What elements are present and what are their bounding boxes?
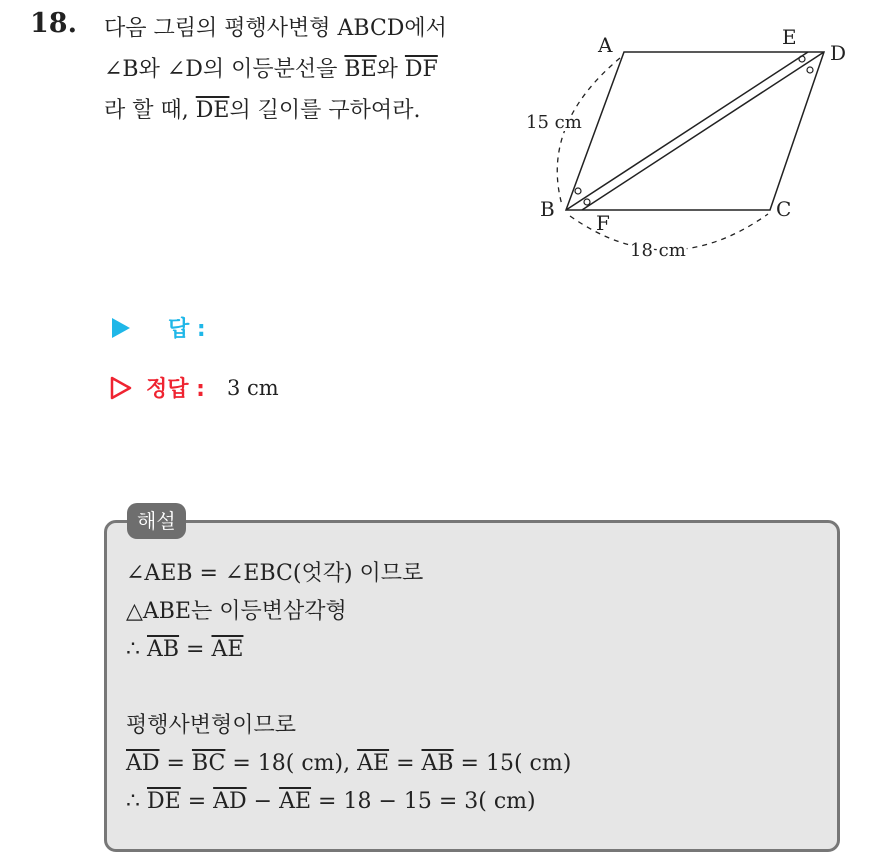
explanation-line-3 bbox=[126, 631, 571, 669]
angle-mark-b-1 bbox=[575, 188, 581, 194]
text-segment: − bbox=[246, 789, 280, 814]
angle-mark-d-1 bbox=[799, 56, 805, 62]
angle-mark-b-2 bbox=[584, 199, 590, 205]
play-triangle-icon bbox=[110, 316, 132, 340]
segment-ab: $\overline{AB}$ bbox=[147, 637, 180, 662]
segment-be: $\overline{BE}$ bbox=[344, 57, 377, 82]
explanation-line-6 bbox=[126, 745, 571, 783]
text-segment: ∴ bbox=[126, 789, 147, 814]
segment-df: $\overline{DF}$ bbox=[404, 57, 438, 82]
text-segment: = bbox=[179, 637, 212, 662]
question-line-1: 다음 그림의 평행사변형 ABCD에서 bbox=[104, 16, 447, 41]
label-d: D bbox=[830, 41, 847, 65]
parallelogram-abcd bbox=[566, 52, 824, 210]
text-segment: = 15( cm) bbox=[453, 751, 572, 776]
segment-ae: $\overline{AE}$ bbox=[279, 789, 312, 814]
text-segment: = 18( cm), bbox=[225, 751, 358, 776]
text-segment: 의 길이를 구하여라. bbox=[229, 98, 421, 123]
parallelogram-figure bbox=[520, 20, 860, 270]
question-line-3 bbox=[104, 90, 514, 131]
explanation-line-2: △ABE는 이등변삼각형 bbox=[126, 599, 347, 624]
text-segment: = 18 − 15 = 3( cm) bbox=[311, 789, 536, 814]
text-segment: ∠B와 ∠D의 이등분선을 bbox=[104, 57, 345, 82]
segment-ae: $\overline{AE}$ bbox=[357, 751, 390, 776]
segment-ab: $\overline{AB}$ bbox=[421, 751, 454, 776]
text-segment: 와 bbox=[376, 57, 405, 82]
correct-answer-value: 3 cm bbox=[226, 375, 279, 400]
label-e: E bbox=[782, 25, 797, 49]
explanation-line-5: 평행사변형이므로 bbox=[126, 713, 297, 738]
explanation-line-7 bbox=[126, 783, 571, 821]
segment-bc: $\overline{BC}$ bbox=[191, 751, 226, 776]
outline-triangle-icon bbox=[110, 376, 132, 400]
segment-de: $\overline{DE}$ bbox=[147, 789, 181, 814]
bisector-be bbox=[566, 52, 808, 210]
correct-answer-label: 정답 : bbox=[146, 377, 205, 402]
label-b: B bbox=[540, 197, 555, 221]
answer-row bbox=[110, 312, 206, 343]
answer-label: 답 : bbox=[168, 317, 206, 342]
correct-answer-row bbox=[110, 372, 279, 403]
text-segment: = bbox=[389, 751, 422, 776]
segment-ad: $\overline{AD}$ bbox=[213, 789, 247, 814]
explanation-lines bbox=[126, 555, 571, 821]
label-a: A bbox=[598, 33, 613, 57]
segment-ad: $\overline{AD}$ bbox=[126, 751, 160, 776]
question-number: 18. bbox=[30, 8, 77, 39]
bisector-df bbox=[582, 52, 824, 210]
text-segment: = bbox=[159, 751, 192, 776]
side-ab-length: 15 cm bbox=[526, 112, 582, 133]
label-f: F bbox=[596, 211, 610, 235]
segment-ae: $\overline{AE}$ bbox=[211, 637, 244, 662]
side-bc-length: 18 cm bbox=[630, 240, 686, 261]
question-text bbox=[104, 8, 514, 131]
explanation-tab: 해설 bbox=[127, 503, 186, 539]
text-segment: = bbox=[180, 789, 214, 814]
angle-mark-d-2 bbox=[807, 67, 813, 73]
text-segment: ∴ bbox=[126, 637, 147, 662]
question-line-2 bbox=[104, 49, 514, 90]
segment-de: $\overline{DE}$ bbox=[195, 98, 230, 123]
text-segment: 라 할 때, bbox=[104, 98, 196, 123]
label-c: C bbox=[776, 197, 792, 221]
explanation-blank-line bbox=[126, 669, 571, 707]
explanation-line-1: ∠AEB = ∠EBC(엇각) 이므로 bbox=[126, 561, 424, 586]
